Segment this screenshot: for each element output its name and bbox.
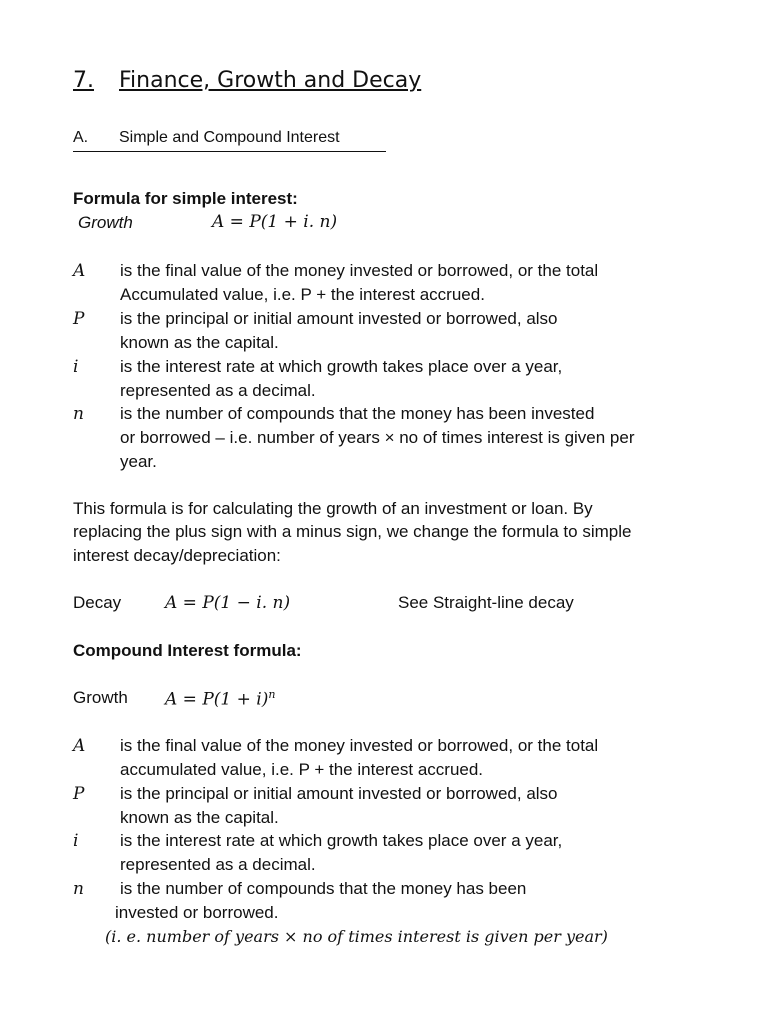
decay-formula: A = P(1 − i. n)	[165, 593, 291, 613]
subsection-title: Simple and Compound Interest	[119, 129, 340, 146]
cdef-p-line-2: known as the capital.	[120, 808, 279, 827]
para-line-3: interest decay/depreciation:	[73, 546, 281, 565]
def-var-n: n	[73, 404, 84, 424]
simple-interest-label: Formula for simple interest:	[73, 189, 298, 208]
def-n-line-2: or borrowed – i.e. number of years × no of times interest is given per	[120, 428, 635, 447]
def-i-line-1: is the interest rate at which growth takes place over a year,	[120, 357, 563, 376]
subsection-heading	[73, 129, 340, 147]
def-n-line-1: is the number of compounds that the money has been invested	[120, 404, 595, 423]
section-number: 7.	[73, 68, 94, 93]
decay-note: See Straight-line decay	[398, 593, 574, 612]
cdef-p-line-1: is the principal or initial amount invested or borrowed, also	[120, 784, 558, 803]
cdef-a-line-1: is the final value of the money invested or borrowed, or the total	[120, 736, 599, 755]
cdef-i-line-2: represented as a decimal.	[120, 855, 316, 874]
cdef-n-line-1: is the number of compounds that the money has been	[120, 879, 527, 898]
def-a-line-2: Accumulated value, i.e. P + the interest accrued.	[120, 285, 485, 304]
def-var-a: A	[73, 261, 86, 281]
def-n-line-3: year.	[120, 452, 157, 471]
def-a-line-1: is the final value of the money invested or borrowed, or the total	[120, 261, 599, 280]
def-p-line-1: is the principal or initial amount invested or borrowed, also	[120, 309, 558, 328]
para-line-1: This formula is for calculating the growth of an investment or loan. By	[73, 499, 593, 518]
cdef-a-line-2: accumulated value, i.e. P + the interest accrued.	[120, 760, 484, 779]
compound-formula-exponent: n	[268, 688, 276, 701]
compound-formula-base: A = P(1 + i)	[165, 689, 269, 710]
subsection-letter: A.	[73, 129, 89, 146]
cdef-i-line-1: is the interest rate at which growth takes place over a year,	[120, 831, 563, 850]
cdef-var-p: P	[73, 784, 85, 804]
cdef-var-n: n	[73, 879, 84, 899]
def-var-i: i	[73, 357, 79, 377]
def-var-p: P	[73, 309, 85, 329]
compound-growth-formula	[165, 688, 275, 710]
para-line-2: replacing the plus sign with a minus sign, we change the formula to simple	[73, 522, 632, 541]
def-i-line-2: represented as a decimal.	[120, 381, 316, 400]
section-heading	[73, 68, 421, 93]
simple-growth-word: Growth	[78, 213, 133, 232]
subsection-underline	[73, 151, 386, 152]
def-p-line-2: known as the capital.	[120, 333, 279, 352]
decay-word: Decay	[73, 593, 122, 612]
section-title: Finance, Growth and Decay	[119, 68, 422, 93]
simple-growth-formula: A = P(1 + i. n)	[212, 212, 338, 232]
cdef-var-i: i	[73, 831, 79, 851]
compound-note: (i. e. number of years × no of times interest is given per year)	[105, 927, 608, 946]
cdef-n-line-2: invested or borrowed.	[115, 903, 279, 922]
compound-growth-word: Growth	[73, 688, 128, 707]
compound-interest-label: Compound Interest formula:	[73, 641, 302, 660]
cdef-var-a: A	[73, 736, 86, 756]
